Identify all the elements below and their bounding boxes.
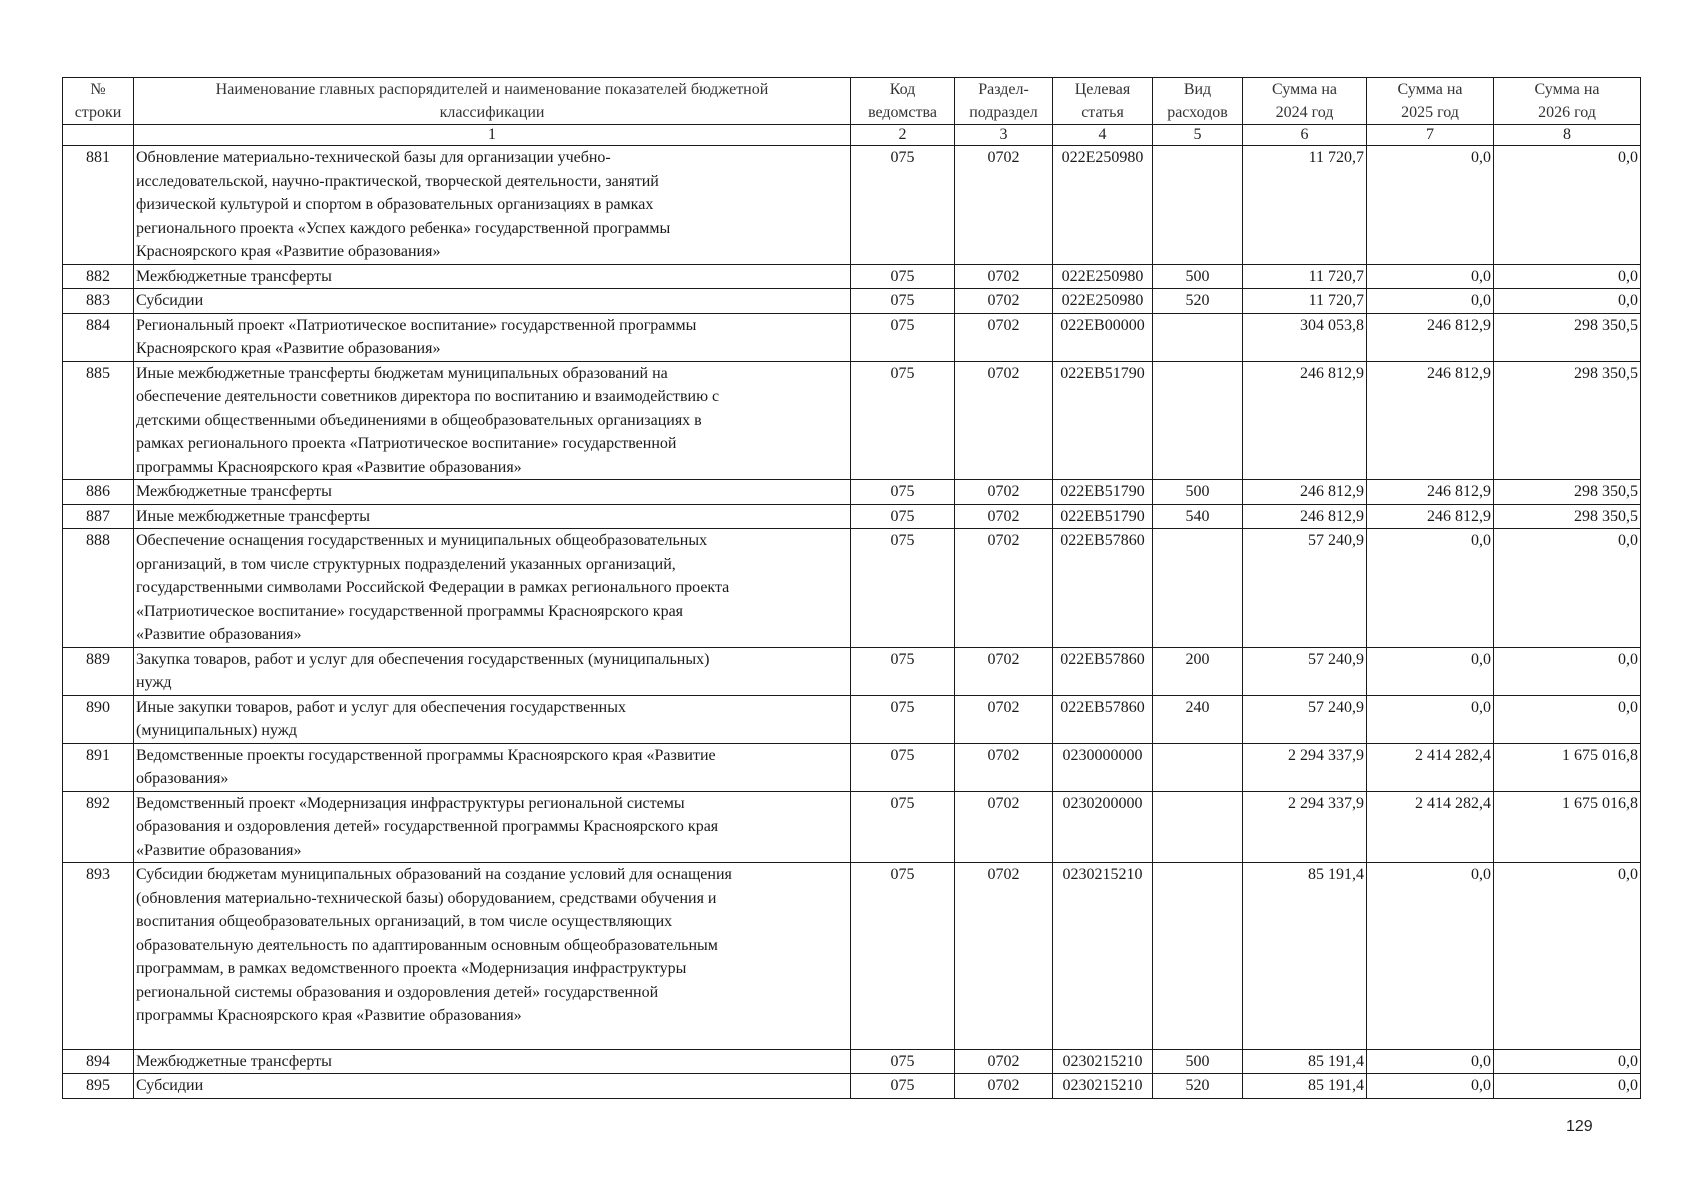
header-name: Наименование главных распорядителей и наименование показателей бюджетной классификации (134, 78, 851, 125)
row-number-cell: 888 (63, 529, 134, 648)
expense-type-cell (1153, 863, 1243, 1050)
item-name-cell: Субсидии бюджетам муниципальных образований на создание условий для оснащения (обновления материально-технической базы) оборудованием, средствами обучения и воспитания общеобразовательных организаций, в том числе осуществляющих образовательную деятельность по адаптированным основным общеобразовательным программам, в рамках ведомственного проекта «Модернизация инфраструктуры региональной системы образования и оздоровления детей» государственной программы Красноярского края «Развитие образования» (134, 863, 851, 1050)
target-article-cell: 022EB00000 (1053, 313, 1153, 361)
dept-code-cell: 075 (851, 361, 955, 480)
row-number-cell: 886 (63, 480, 134, 505)
item-name-cell: Иные межбюджетные трансферты бюджетам муниципальных образований на обеспечение деятельности советников директора по воспитанию и взаимодействию с детскими общественными объединениями в общеобразовательных организациях в рамках регионального проекта «Патриотическое воспитание» государственной программы Красноярского края «Развитие образования» (134, 361, 851, 480)
sum-2026-cell: 0,0 (1494, 695, 1641, 743)
sum-2025-cell: 0,0 (1367, 289, 1494, 314)
dept-code-cell: 075 (851, 289, 955, 314)
item-name-cell: Ведомственный проект «Модернизация инфраструктуры региональной системы образования и оздоровления детей» государственной программы Красноярского края «Развитие образования» (134, 791, 851, 863)
dept-code-cell: 075 (851, 264, 955, 289)
item-name-cell: Субсидии (134, 289, 851, 314)
table-row (63, 504, 1641, 529)
sum-2025-cell: 246 812,9 (1367, 313, 1494, 361)
sum-2025-cell: 0,0 (1367, 863, 1494, 1050)
table-row (63, 647, 1641, 695)
section-cell: 0702 (955, 146, 1053, 265)
sum-2024-cell: 85 191,4 (1243, 1049, 1367, 1074)
item-name-cell: Иные межбюджетные трансферты (134, 504, 851, 529)
section-cell: 0702 (955, 647, 1053, 695)
dept-code-cell: 075 (851, 1074, 955, 1099)
table-row (63, 146, 1641, 265)
section-cell: 0702 (955, 289, 1053, 314)
table-row (63, 361, 1641, 480)
table-row (63, 791, 1641, 863)
column-number: 8 (1494, 125, 1641, 146)
expense-type-cell: 520 (1153, 1074, 1243, 1099)
target-article-cell: 022E250980 (1053, 289, 1153, 314)
sum-2025-cell: 0,0 (1367, 695, 1494, 743)
sum-2026-cell: 0,0 (1494, 1074, 1641, 1099)
sum-2024-cell: 85 191,4 (1243, 863, 1367, 1050)
target-article-cell: 022EB51790 (1053, 361, 1153, 480)
sum-2026-cell: 0,0 (1494, 264, 1641, 289)
sum-2025-cell: 0,0 (1367, 1049, 1494, 1074)
section-cell: 0702 (955, 504, 1053, 529)
expense-type-cell: 500 (1153, 480, 1243, 505)
row-number-cell: 893 (63, 863, 134, 1050)
target-article-cell: 0230215210 (1053, 1074, 1153, 1099)
header-section: Раздел- подраздел (955, 78, 1053, 125)
dept-code-cell: 075 (851, 480, 955, 505)
column-number (63, 125, 134, 146)
item-name-cell: Региональный проект «Патриотическое воспитание» государственной программы Красноярского края «Развитие образования» (134, 313, 851, 361)
section-cell: 0702 (955, 743, 1053, 791)
sum-2025-cell: 0,0 (1367, 146, 1494, 265)
expense-type-cell (1153, 361, 1243, 480)
target-article-cell: 022EB51790 (1053, 480, 1153, 505)
dept-code-cell: 075 (851, 647, 955, 695)
column-number-row (63, 125, 1641, 146)
sum-2026-cell: 0,0 (1494, 289, 1641, 314)
dept-code-cell: 075 (851, 529, 955, 648)
table-row (63, 1049, 1641, 1074)
row-number-cell: 883 (63, 289, 134, 314)
target-article-cell: 0230215210 (1053, 863, 1153, 1050)
section-cell: 0702 (955, 695, 1053, 743)
budget-table (62, 77, 1641, 1099)
sum-2025-cell: 246 812,9 (1367, 361, 1494, 480)
dept-code-cell: 075 (851, 504, 955, 529)
section-cell: 0702 (955, 264, 1053, 289)
expense-type-cell (1153, 743, 1243, 791)
header-sum-2025: Сумма на 2025 год (1367, 78, 1494, 125)
table-row (63, 264, 1641, 289)
sum-2025-cell: 246 812,9 (1367, 480, 1494, 505)
row-number-cell: 887 (63, 504, 134, 529)
row-number-cell: 882 (63, 264, 134, 289)
row-number-cell: 892 (63, 791, 134, 863)
sum-2025-cell: 0,0 (1367, 264, 1494, 289)
page-number: 129 (1566, 1118, 1593, 1135)
sum-2024-cell: 2 294 337,9 (1243, 743, 1367, 791)
sum-2024-cell: 11 720,7 (1243, 289, 1367, 314)
sum-2026-cell: 0,0 (1494, 1049, 1641, 1074)
sum-2026-cell: 298 350,5 (1494, 480, 1641, 505)
expense-type-cell: 540 (1153, 504, 1243, 529)
table-row (63, 480, 1641, 505)
row-number-cell: 884 (63, 313, 134, 361)
sum-2026-cell: 0,0 (1494, 146, 1641, 265)
expense-type-cell (1153, 146, 1243, 265)
expense-type-cell: 500 (1153, 1049, 1243, 1074)
row-number-cell: 889 (63, 647, 134, 695)
header-expense-type: Вид расходов (1153, 78, 1243, 125)
sum-2026-cell: 0,0 (1494, 529, 1641, 648)
sum-2024-cell: 11 720,7 (1243, 146, 1367, 265)
item-name-cell: Межбюджетные трансферты (134, 480, 851, 505)
sum-2026-cell: 298 350,5 (1494, 504, 1641, 529)
sum-2025-cell: 0,0 (1367, 647, 1494, 695)
header-row (63, 78, 1641, 125)
target-article-cell: 0230215210 (1053, 1049, 1153, 1074)
target-article-cell: 022E250980 (1053, 264, 1153, 289)
sum-2025-cell: 2 414 282,4 (1367, 791, 1494, 863)
sum-2024-cell: 246 812,9 (1243, 480, 1367, 505)
sum-2026-cell: 298 350,5 (1494, 361, 1641, 480)
target-article-cell: 022EB57860 (1053, 695, 1153, 743)
table-row (63, 863, 1641, 1050)
table-row (63, 313, 1641, 361)
sum-2025-cell: 246 812,9 (1367, 504, 1494, 529)
dept-code-cell: 075 (851, 863, 955, 1050)
table-row (63, 695, 1641, 743)
sum-2024-cell: 304 053,8 (1243, 313, 1367, 361)
sum-2024-cell: 2 294 337,9 (1243, 791, 1367, 863)
sum-2024-cell: 246 812,9 (1243, 361, 1367, 480)
sum-2026-cell: 298 350,5 (1494, 313, 1641, 361)
header-dept-code: Код ведомства (851, 78, 955, 125)
row-number-cell: 890 (63, 695, 134, 743)
sum-2024-cell: 246 812,9 (1243, 504, 1367, 529)
row-number-cell: 894 (63, 1049, 134, 1074)
target-article-cell: 022EB51790 (1053, 504, 1153, 529)
sum-2025-cell: 0,0 (1367, 529, 1494, 648)
column-number: 1 (134, 125, 851, 146)
dept-code-cell: 075 (851, 743, 955, 791)
sum-2024-cell: 57 240,9 (1243, 529, 1367, 648)
table-row (63, 289, 1641, 314)
target-article-cell: 022EB57860 (1053, 529, 1153, 648)
sum-2025-cell: 2 414 282,4 (1367, 743, 1494, 791)
expense-type-cell: 240 (1153, 695, 1243, 743)
item-name-cell: Закупка товаров, работ и услуг для обеспечения государственных (муниципальных) нужд (134, 647, 851, 695)
column-number: 5 (1153, 125, 1243, 146)
target-article-cell: 0230200000 (1053, 791, 1153, 863)
section-cell: 0702 (955, 1074, 1053, 1099)
sum-2024-cell: 57 240,9 (1243, 647, 1367, 695)
row-number-cell: 885 (63, 361, 134, 480)
sum-2026-cell: 1 675 016,8 (1494, 791, 1641, 863)
item-name-cell: Межбюджетные трансферты (134, 264, 851, 289)
sum-2026-cell: 0,0 (1494, 863, 1641, 1050)
target-article-cell: 022E250980 (1053, 146, 1153, 265)
expense-type-cell (1153, 529, 1243, 648)
item-name-cell: Иные закупки товаров, работ и услуг для обеспечения государственных (муниципальных) нужд (134, 695, 851, 743)
target-article-cell: 0230000000 (1053, 743, 1153, 791)
row-number-cell: 895 (63, 1074, 134, 1099)
expense-type-cell (1153, 313, 1243, 361)
row-number-cell: 891 (63, 743, 134, 791)
sum-2026-cell: 0,0 (1494, 647, 1641, 695)
column-number: 6 (1243, 125, 1367, 146)
column-number: 4 (1053, 125, 1153, 146)
column-number: 7 (1367, 125, 1494, 146)
dept-code-cell: 075 (851, 791, 955, 863)
expense-type-cell: 500 (1153, 264, 1243, 289)
sum-2026-cell: 1 675 016,8 (1494, 743, 1641, 791)
dept-code-cell: 075 (851, 1049, 955, 1074)
section-cell: 0702 (955, 313, 1053, 361)
table-row (63, 743, 1641, 791)
section-cell: 0702 (955, 529, 1053, 648)
sum-2024-cell: 11 720,7 (1243, 264, 1367, 289)
expense-type-cell: 520 (1153, 289, 1243, 314)
section-cell: 0702 (955, 1049, 1053, 1074)
sum-2024-cell: 85 191,4 (1243, 1074, 1367, 1099)
header-row-number: № строки (63, 78, 134, 125)
item-name-cell: Межбюджетные трансферты (134, 1049, 851, 1074)
table-row (63, 1074, 1641, 1099)
expense-type-cell: 200 (1153, 647, 1243, 695)
dept-code-cell: 075 (851, 313, 955, 361)
item-name-cell: Ведомственные проекты государственной программы Красноярского края «Развитие образования» (134, 743, 851, 791)
expense-type-cell (1153, 791, 1243, 863)
section-cell: 0702 (955, 863, 1053, 1050)
section-cell: 0702 (955, 791, 1053, 863)
dept-code-cell: 075 (851, 146, 955, 265)
sum-2025-cell: 0,0 (1367, 1074, 1494, 1099)
item-name-cell: Субсидии (134, 1074, 851, 1099)
dept-code-cell: 075 (851, 695, 955, 743)
item-name-cell: Обеспечение оснащения государственных и муниципальных общеобразовательных организаций, в том числе структурных подразделений указанных организаций, государственными символами Российской Федерации в рамках регионального проекта «Патриотическое воспитание» государственной программы Красноярского края «Развитие образования» (134, 529, 851, 648)
row-number-cell: 881 (63, 146, 134, 265)
section-cell: 0702 (955, 361, 1053, 480)
target-article-cell: 022EB57860 (1053, 647, 1153, 695)
item-name-cell: Обновление материально-технической базы для организации учебно- исследовательской, научно-практической, творческой деятельности, занятий физической культурой и спортом в образовательных организациях в рамках регионального проекта «Успех каждого ребенка» государственной программы Красноярского края «Развитие образования» (134, 146, 851, 265)
sum-2024-cell: 57 240,9 (1243, 695, 1367, 743)
column-number: 2 (851, 125, 955, 146)
section-cell: 0702 (955, 480, 1053, 505)
header-sum-2024: Сумма на 2024 год (1243, 78, 1367, 125)
header-target-article: Целевая статья (1053, 78, 1153, 125)
header-sum-2026: Сумма на 2026 год (1494, 78, 1641, 125)
column-number: 3 (955, 125, 1053, 146)
table-row (63, 529, 1641, 648)
